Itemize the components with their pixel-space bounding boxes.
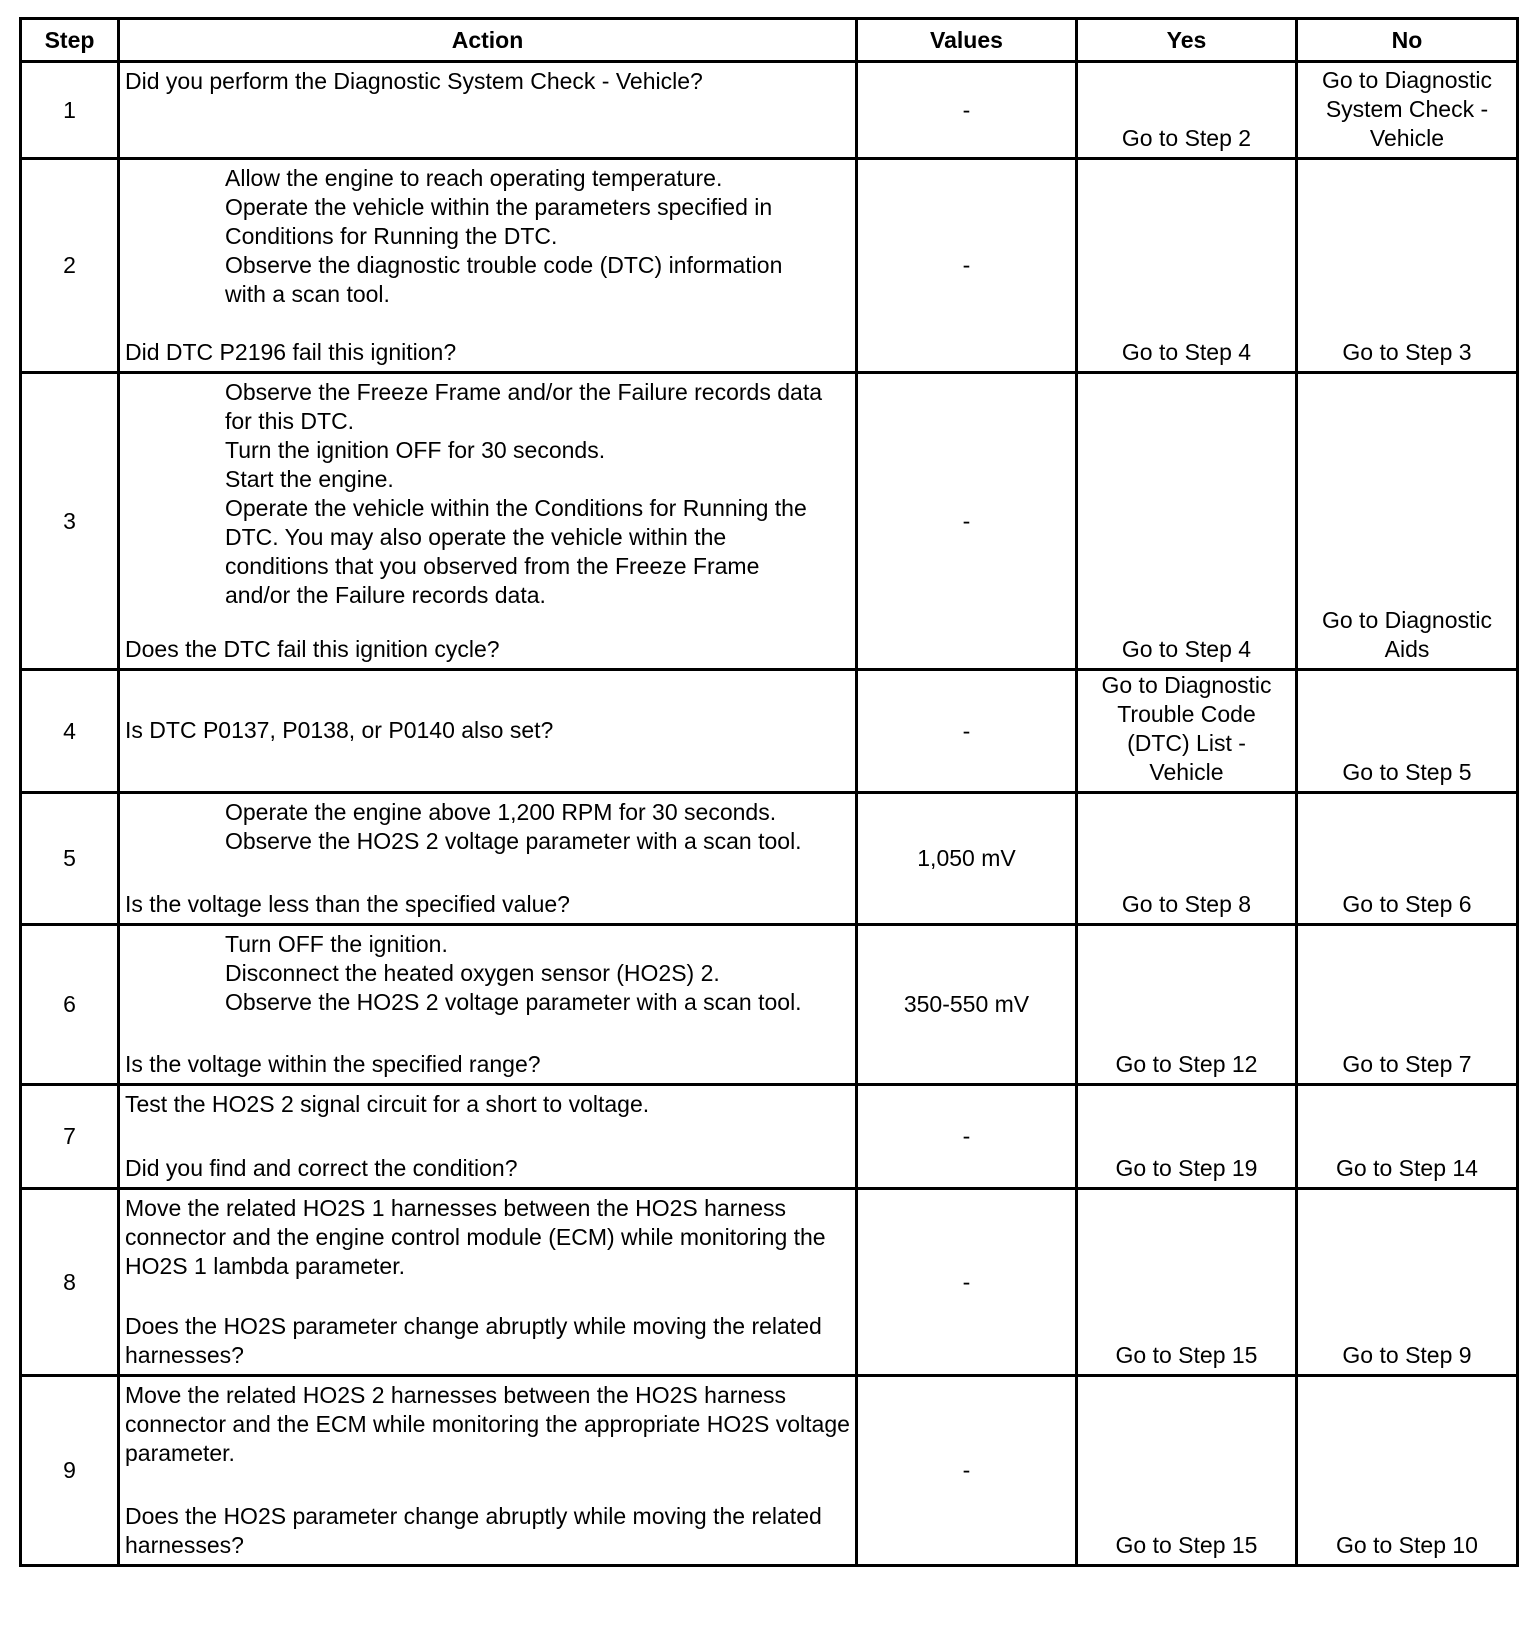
diagnostic-steps-table xyxy=(19,17,1519,1567)
action-instructions xyxy=(125,1381,851,1468)
action-content xyxy=(125,930,851,1079)
table-row xyxy=(21,793,1518,925)
action-text: Did you perform the Diagnostic System Check - Vehicle? xyxy=(125,68,703,94)
table-row xyxy=(21,1376,1518,1566)
action-cell xyxy=(119,1376,857,1566)
header-values: Values xyxy=(857,19,1077,62)
action-cell xyxy=(119,670,857,793)
step-number: 4 xyxy=(21,670,119,793)
action-instructions xyxy=(125,1194,851,1281)
value-cell: - xyxy=(857,670,1077,793)
table-row xyxy=(21,159,1518,373)
step-number: 1 xyxy=(21,62,119,159)
action-cell xyxy=(119,793,857,925)
action-text: Is DTC P0137, P0138, or P0140 also set? xyxy=(125,717,554,743)
no-action: Go to Diagnostic Aids xyxy=(1297,373,1518,670)
action-cell xyxy=(119,159,857,373)
yes-action: Go to Step 15 xyxy=(1077,1376,1297,1566)
yes-action: Go to Step 2 xyxy=(1077,62,1297,159)
action-step-line: Observe the HO2S 2 voltage parameter with a scan tool. xyxy=(225,989,802,1015)
action-instructions xyxy=(125,798,851,856)
action-step-line: Operate the vehicle within the Conditions for Running the DTC. You may also operate the vehicle within the conditions that you observed from the Freeze Frame and/or the Failure records data. xyxy=(225,495,807,608)
action-cell xyxy=(119,1189,857,1376)
step-number: 2 xyxy=(21,159,119,373)
no-action: Go to Step 7 xyxy=(1297,925,1518,1085)
table-row xyxy=(21,1189,1518,1376)
yes-action: Go to Step 4 xyxy=(1077,373,1297,670)
action-text: Test the HO2S 2 signal circuit for a short to voltage. xyxy=(125,1091,650,1117)
action-question: Does the HO2S parameter change abruptly while moving the related harnesses? xyxy=(125,1313,822,1368)
diagnostic-table-container xyxy=(19,17,1519,1567)
yes-action: Go to Step 15 xyxy=(1077,1189,1297,1376)
action-step-line: Disconnect the heated oxygen sensor (HO2S) 2. xyxy=(225,960,720,986)
header-row xyxy=(21,19,1518,62)
value-cell: - xyxy=(857,1085,1077,1189)
yes-action: Go to Step 8 xyxy=(1077,793,1297,925)
yes-action: Go to Step 19 xyxy=(1077,1085,1297,1189)
action-step-line: Start the engine. xyxy=(225,466,394,492)
action-cell xyxy=(119,62,857,159)
table-row xyxy=(21,62,1518,159)
action-question: Did you find and correct the condition? xyxy=(125,1155,518,1181)
no-action: Go to Step 9 xyxy=(1297,1189,1518,1376)
action-cell xyxy=(119,373,857,670)
table-row xyxy=(21,925,1518,1085)
no-action: Go to Diagnostic System Check - Vehicle xyxy=(1297,62,1518,159)
action-step-line: Observe the HO2S 2 voltage parameter with a scan tool. xyxy=(225,828,802,854)
table-row xyxy=(21,670,1518,793)
header-step: Step xyxy=(21,19,119,62)
table-row xyxy=(21,373,1518,670)
step-number: 9 xyxy=(21,1376,119,1566)
no-action: Go to Step 14 xyxy=(1297,1085,1518,1189)
action-instructions xyxy=(125,1090,851,1119)
header-yes: Yes xyxy=(1077,19,1297,62)
step-number: 5 xyxy=(21,793,119,925)
action-step-line: Observe the Freeze Frame and/or the Failure records data for this DTC. xyxy=(225,379,823,434)
action-step-line: Allow the engine to reach operating temperature. xyxy=(225,165,723,191)
action-instructions xyxy=(125,716,851,745)
action-content xyxy=(125,67,851,153)
no-action: Go to Step 10 xyxy=(1297,1376,1518,1566)
action-content xyxy=(125,378,851,664)
value-cell: - xyxy=(857,62,1077,159)
yes-action: Go to Diagnostic Trouble Code (DTC) List - Vehicle xyxy=(1077,670,1297,793)
action-instructions xyxy=(125,67,851,96)
action-content xyxy=(125,1194,851,1370)
action-step-line: Operate the engine above 1,200 RPM for 30 seconds. xyxy=(225,799,777,825)
action-content xyxy=(125,798,851,919)
header-no: No xyxy=(1297,19,1518,62)
action-question: Did DTC P2196 fail this ignition? xyxy=(125,339,457,365)
yes-action: Go to Step 4 xyxy=(1077,159,1297,373)
action-text: Move the related HO2S 1 harnesses between the HO2S harness connector and the engine control module (ECM) while monitoring the HO2S 1 lambda parameter. xyxy=(125,1195,826,1279)
value-cell: - xyxy=(857,159,1077,373)
value-cell: - xyxy=(857,1189,1077,1376)
action-step-line: Turn the ignition OFF for 30 seconds. xyxy=(225,437,606,463)
value-cell: - xyxy=(857,1376,1077,1566)
action-content xyxy=(125,1090,851,1183)
no-action: Go to Step 5 xyxy=(1297,670,1518,793)
action-instructions xyxy=(125,164,851,309)
action-text: Move the related HO2S 2 harnesses between the HO2S harness connector and the ECM while monitoring the appropriate HO2S voltage parameter. xyxy=(125,1382,850,1466)
step-number: 6 xyxy=(21,925,119,1085)
value-cell: 1,050 mV xyxy=(857,793,1077,925)
step-number: 3 xyxy=(21,373,119,670)
table-row xyxy=(21,1085,1518,1189)
no-action: Go to Step 6 xyxy=(1297,793,1518,925)
action-step-line: Observe the diagnostic trouble code (DTC) information with a scan tool. xyxy=(225,252,783,307)
action-instructions xyxy=(125,378,851,610)
action-question: Is the voltage within the specified range? xyxy=(125,1051,541,1077)
step-number: 7 xyxy=(21,1085,119,1189)
step-number: 8 xyxy=(21,1189,119,1376)
action-cell xyxy=(119,925,857,1085)
value-cell: 350-550 mV xyxy=(857,925,1077,1085)
action-cell xyxy=(119,1085,857,1189)
action-content xyxy=(125,1381,851,1560)
action-question: Does the HO2S parameter change abruptly while moving the related harnesses? xyxy=(125,1503,822,1558)
action-content xyxy=(125,675,851,786)
header-action: Action xyxy=(119,19,857,62)
action-step-line: Operate the vehicle within the parameters specified in Conditions for Running the DTC. xyxy=(225,194,773,249)
no-action: Go to Step 3 xyxy=(1297,159,1518,373)
yes-action: Go to Step 12 xyxy=(1077,925,1297,1085)
action-question: Does the DTC fail this ignition cycle? xyxy=(125,636,500,662)
value-cell: - xyxy=(857,373,1077,670)
action-step-line: Turn OFF the ignition. xyxy=(225,931,448,957)
action-question: Is the voltage less than the specified value? xyxy=(125,891,570,917)
action-instructions xyxy=(125,930,851,1017)
action-content xyxy=(125,164,851,367)
